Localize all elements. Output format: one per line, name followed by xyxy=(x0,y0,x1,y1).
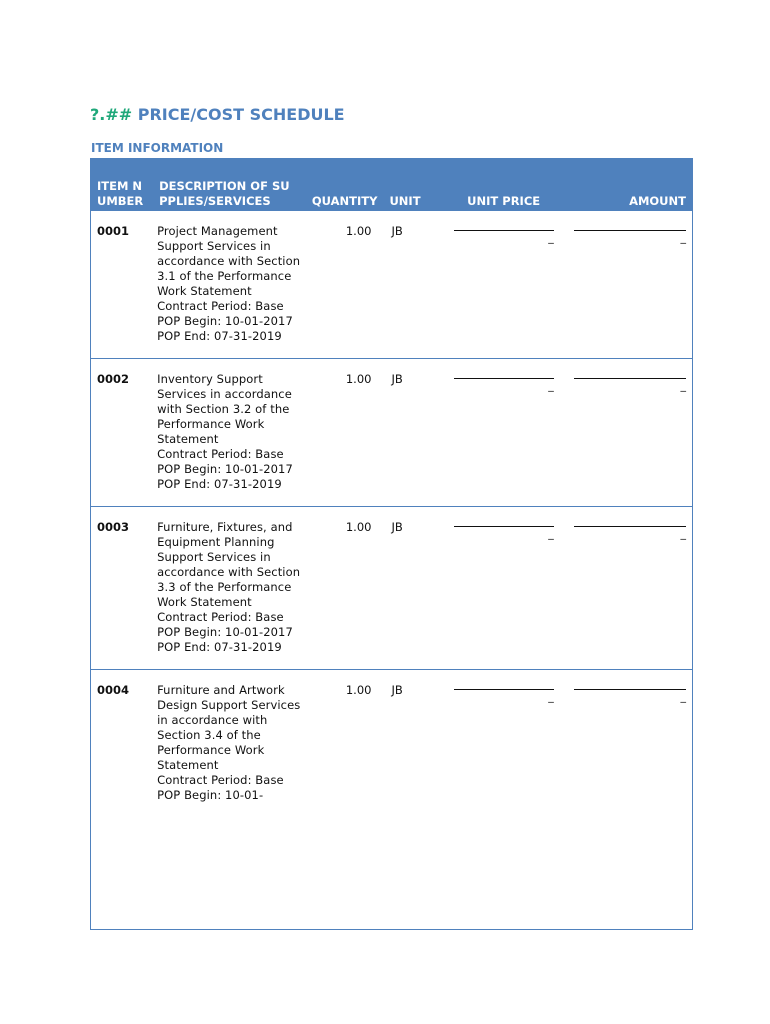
unit-price-blank[interactable] xyxy=(454,224,554,231)
item-quantity: 1.00 xyxy=(303,359,383,507)
unit-price-cell xyxy=(444,211,564,359)
amount-blank[interactable] xyxy=(574,683,686,690)
unit-price-blank[interactable] xyxy=(454,683,554,690)
description-line: POP Begin: 10-01- xyxy=(157,788,264,802)
amount-blank[interactable] xyxy=(574,372,686,379)
amount-mark: _ xyxy=(680,690,686,703)
unit-price-mark: _ xyxy=(548,690,554,703)
item-quantity: 1.00 xyxy=(345,683,372,697)
description-line: Furniture, Fixtures, and Equipment Planning Support Services in accordance with Section 3.3 of the Performance Work Statement xyxy=(157,520,301,609)
unit-price-cell xyxy=(444,507,564,670)
description-line: POP End: 07-31-2019 xyxy=(157,477,282,491)
description-line: Project Management Support Services in accordance with Section 3.1 of the Performance Work Statement xyxy=(157,224,301,298)
item-unit: JB xyxy=(383,359,443,507)
table-row xyxy=(91,359,692,507)
section-title xyxy=(90,105,345,124)
unit-price-cell xyxy=(444,359,564,507)
description-line: Contract Period: Base xyxy=(157,773,284,787)
item-description xyxy=(153,670,303,818)
table-header-row xyxy=(91,159,692,211)
column-header-unit: UNIT xyxy=(383,159,443,211)
description-line: POP Begin: 10-01-2017 xyxy=(157,625,293,639)
description-line: Contract Period: Base xyxy=(157,610,284,624)
unit-price-mark: _ xyxy=(548,231,554,244)
column-header-amount: AMOUNT xyxy=(564,159,692,211)
unit-price-blank[interactable] xyxy=(454,372,554,379)
price-cost-grid xyxy=(91,159,692,817)
item-quantity: 1.00 xyxy=(303,211,383,359)
item-description xyxy=(153,507,303,670)
column-header-item-number: ITEM NUMBER xyxy=(91,159,153,211)
description-line: Inventory Support Services in accordance with Section 3.2 of the Performance Work Statement xyxy=(157,372,292,446)
unit-price-cell xyxy=(444,670,564,818)
amount-cell xyxy=(564,211,692,359)
item-number: 0003 xyxy=(91,507,153,670)
description-line: POP End: 07-31-2019 xyxy=(157,640,282,654)
column-header-description: DESCRIPTION OF SUPPLIES/SERVICES xyxy=(153,159,303,211)
amount-cell xyxy=(564,359,692,507)
section-title-text: PRICE/COST SCHEDULE xyxy=(137,105,345,124)
unit-price-mark: _ xyxy=(548,527,554,540)
table-body xyxy=(91,211,692,817)
description-line: POP End: 07-31-2019 xyxy=(157,329,282,343)
table-row xyxy=(91,507,692,670)
amount-cell xyxy=(564,670,692,818)
amount-cell xyxy=(564,507,692,670)
description-line: Contract Period: Base xyxy=(157,299,284,313)
description-line: Furniture and Artwork Design Support Services in accordance with Section 3.4 of the Performance Work Statement xyxy=(157,683,301,772)
item-unit: JB xyxy=(383,507,443,670)
item-number: 0002 xyxy=(91,359,153,507)
item-number: 0001 xyxy=(91,211,153,359)
item-description xyxy=(153,211,303,359)
amount-mark: _ xyxy=(680,231,686,244)
unit-price-mark: _ xyxy=(548,379,554,392)
section-number: ?.## xyxy=(90,105,133,124)
description-line: POP Begin: 10-01-2017 xyxy=(157,462,293,476)
unit-price-blank[interactable] xyxy=(454,520,554,527)
item-quantity: 1.00 xyxy=(303,507,383,670)
table-caption: ITEM INFORMATION xyxy=(91,141,224,155)
amount-mark: _ xyxy=(680,379,686,392)
amount-blank[interactable] xyxy=(574,520,686,527)
description-line: POP Begin: 10-01-2017 xyxy=(157,314,293,328)
column-header-quantity: QUANTITY xyxy=(303,159,383,211)
description-line: Contract Period: Base xyxy=(157,447,284,461)
item-unit: JB xyxy=(383,211,443,359)
column-header-unit-price: UNIT PRICE xyxy=(444,159,564,211)
table-row xyxy=(91,670,692,818)
table-row xyxy=(91,211,692,359)
item-unit: JB xyxy=(391,683,403,697)
item-description xyxy=(153,359,303,507)
amount-mark: _ xyxy=(680,527,686,540)
price-cost-table xyxy=(90,158,693,930)
item-number: 0004 xyxy=(97,683,130,697)
amount-blank[interactable] xyxy=(574,224,686,231)
